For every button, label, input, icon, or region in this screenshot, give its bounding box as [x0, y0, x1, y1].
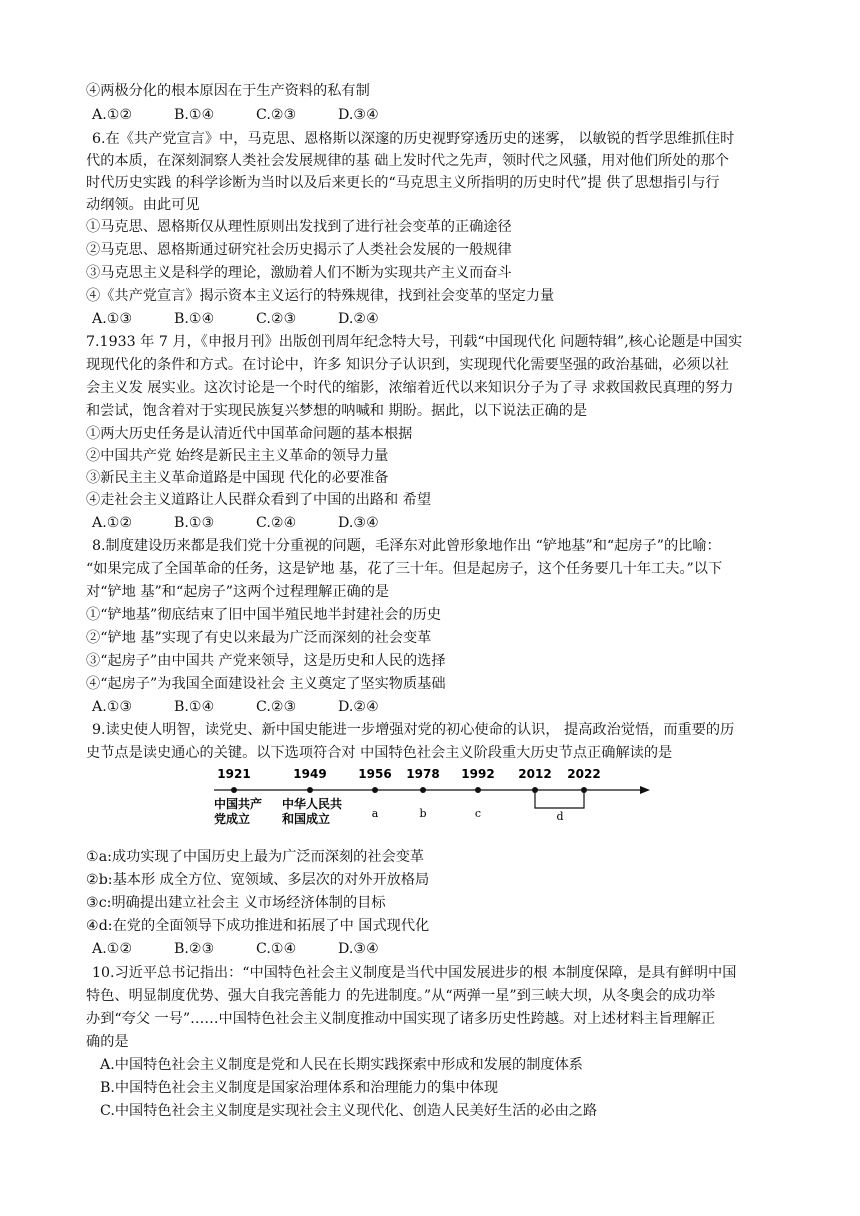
label-d: d	[556, 810, 564, 823]
q6-options	[92, 308, 420, 330]
q6-item-3: ③马克思主义是科学的理论，激励着人们不断为实现共产主义而奋斗	[86, 265, 512, 281]
timeline-dot-1978	[420, 787, 426, 793]
q7-item-4: ④走社会主义道路让人民群众看到了中国的出路和 希望	[86, 492, 432, 508]
q6-option-a: A.①③	[92, 311, 133, 327]
q5-option-b: B.①④	[174, 107, 215, 123]
timeline-dot-1956	[372, 787, 378, 793]
q5-option-4: ④两极分化的根本原因在于生产资料的私有制	[86, 83, 370, 99]
label-prc-founded-line1: 中华人民共	[282, 797, 343, 811]
q5-option-a: A.①②	[92, 107, 133, 123]
q6-option-c: C.②③	[256, 311, 297, 327]
q7-option-a: A.①②	[92, 515, 133, 531]
q8-stem-line2: “如果完成了全国革命的任务，这是铲地 基，花了三十年。但是起房子，这个任务要几十年工夫。”以下	[86, 561, 723, 577]
q9-option-d: D.③④	[338, 941, 379, 957]
label-party-founded-line1: 中国共产	[214, 797, 263, 811]
q8-item-4: ④“起房子”为我国全面建设社会 主义奠定了坚实物质基础	[86, 676, 446, 692]
q8-item-2: ②“铲地 基”实现了有史以来最为广泛而深刻的社会变革	[86, 630, 432, 646]
timeline-dot-1921	[231, 787, 237, 793]
q10-stem-line3: 办到“夸父 一号”……中国特色社会主义制度推动中国实现了诸多历史性跨越。对上述材料主旨理解正	[86, 1011, 716, 1027]
timeline-dot-1992	[475, 787, 481, 793]
q6-item-2: ②马克思、恩格斯通过研究社会历史揭示了人类社会发展的一般规律	[86, 242, 512, 258]
q6-stem-line3: 时代历史实践 的科学诊断为当时以及后来更长的“马克思主义所指明的历史时代”提 供了思想指引与行	[86, 175, 720, 191]
year-1956: 1956	[358, 767, 392, 781]
q9-option-c: C.①④	[256, 941, 297, 957]
q8-stem-line3: 对“铲地 基”和“起房子”这两个过程理解正确的是	[86, 584, 390, 600]
label-party-founded-line2: 党成立	[214, 812, 251, 826]
q8-options	[92, 696, 420, 718]
q6-item-4: ④《共产党宣言》揭示资本主义运行的特殊规律，找到社会变革的坚定力量	[86, 288, 555, 304]
q7-stem-line1: 7.1933 年 7 月，《申报月刊》出版创刊周年纪念特大号，刊载“中国现代化 问题特辑”,核心论题是中国实	[86, 334, 743, 350]
timeline-dot-1949	[307, 787, 313, 793]
q10-option-a: A.中国特色社会主义制度是党和人民在长期实践探索中形成和发展的制度体系	[100, 1057, 583, 1073]
q7-item-1: ①两大历史任务是认清近代中国革命问题的基本根据	[86, 426, 413, 442]
q8-item-3: ③“起房子”由中国共 产党来领导，这是历史和人民的选择	[86, 653, 446, 669]
q8-option-b: B.①④	[174, 699, 215, 715]
q10-stem-line1: 10.习近平总书记指出：“中国特色社会主义制度是当代中国发展进步的根 本制度保障，是具有鲜明中国	[92, 965, 737, 981]
q9-options	[92, 938, 420, 960]
q7-option-c: C.②④	[256, 515, 297, 531]
q8-option-d: D.②④	[338, 699, 379, 715]
q9-stem-line2: 史节点是读史通心的关键。以下选项符合对 中国特色社会主义阶段重大历史节点正确解读的是	[86, 745, 673, 761]
q7-stem-line3: 会主义发 展实业。这次讨论是一个时代的缩影，浓缩着近代以来知识分子为了寻 求救国救民真理的努力	[86, 380, 734, 396]
year-1978: 1978	[406, 767, 440, 781]
q6-stem-line2: 代的本质，在深刻洞察人类社会发展规律的基 础上发时代之先声，领时代之风骚，用对他们所处的那个	[86, 153, 729, 169]
q9-item-3: ③c:明确提出建立社会主 义市场经济体制的目标	[86, 895, 386, 911]
label-a: a	[371, 807, 379, 820]
q6-stem-line4: 动纲领。由此可见	[86, 197, 200, 213]
q9-option-b: B.②③	[174, 941, 215, 957]
q10-option-b: B.中国特色社会主义制度是国家治理体系和治理能力的集中体现	[100, 1080, 499, 1096]
q8-item-1: ①“铲地基”彻底结束了旧中国半殖民地半封建社会的历史	[86, 607, 442, 623]
q6-item-1: ①马克思、恩格斯仅从理性原则出发找到了进行社会变革的正确途径	[86, 219, 512, 235]
q7-stem-line4: 和尝试，饱含着对于实现民族复兴梦想的呐喊和 期盼。据此，以下说法正确的是	[86, 403, 588, 419]
q6-option-d: D.②④	[338, 311, 379, 327]
q7-item-3: ③新民主主义革命道路是中国现 代化的必要准备	[86, 470, 389, 486]
q9-item-4: ④d:在党的全面领导下成功推进和拓展了中 国式现代化	[86, 918, 430, 934]
timeline-bracket-d	[535, 790, 584, 808]
q7-option-d: D.③④	[338, 515, 379, 531]
q9-item-2: ②b:基本形 成全方位、宽领域、多层次的对外开放格局	[86, 872, 430, 888]
q9-option-a: A.①②	[92, 941, 133, 957]
q7-option-b: B.①③	[174, 515, 215, 531]
q10-stem-line4: 确的是	[86, 1034, 129, 1050]
q8-option-c: C.②③	[256, 699, 297, 715]
label-b: b	[419, 807, 427, 820]
q7-options	[92, 512, 420, 534]
q7-stem-line2: 现现代化的条件和方式。在讨论中，许多 知识分子认识到，实现现代化需要坚强的政治基础，必须以社	[86, 357, 729, 373]
q10-stem-line2: 特色、明显制度优势、强大自我完善能力 的先进制度。”从“两弹一星”到三峡大坝，从冬奥会的成功举	[86, 988, 716, 1004]
year-2012: 2012	[518, 767, 552, 781]
q5-options	[92, 104, 420, 126]
q9-stem-line1: 9.读史使人明智，读党史、新中国史能进一步增强对党的初心使命的认识， 提高政治觉悟，而重要的历	[92, 722, 735, 738]
q6-stem-line1: 6.在《共产党宣言》中，马克思、恩格斯以深邃的历史视野穿透历史的迷雾， 以敏锐的哲学思维抓住时	[92, 131, 735, 147]
year-1992: 1992	[461, 767, 495, 781]
arrow-head-icon	[640, 786, 650, 794]
year-1949: 1949	[293, 767, 327, 781]
q8-stem-line1: 8.制度建设历来都是我们党十分重视的问题，毛泽东对此曾形象地作出 “铲地基”和“起房子”的比喻：	[92, 538, 721, 554]
q9-item-1: ①a:成功实现了中国历史上最为广泛而深刻的社会变革	[86, 849, 425, 865]
q10-option-c: C.中国特色社会主义制度是实现社会主义现代化、创造人民美好生活的必由之路	[100, 1103, 598, 1119]
year-2022: 2022	[567, 767, 601, 781]
q5-option-d: D.③④	[338, 107, 379, 123]
year-1921: 1921	[217, 767, 251, 781]
q9-timeline-figure	[212, 760, 652, 826]
q6-option-b: B.①④	[174, 311, 215, 327]
q5-option-c: C.②③	[256, 107, 297, 123]
label-c: c	[474, 807, 482, 820]
q7-item-2: ②中国共产党 始终是新民主主义革命的领导力量	[86, 448, 389, 464]
label-prc-founded-line2: 和国成立	[282, 812, 331, 826]
q8-option-a: A.①③	[92, 699, 133, 715]
